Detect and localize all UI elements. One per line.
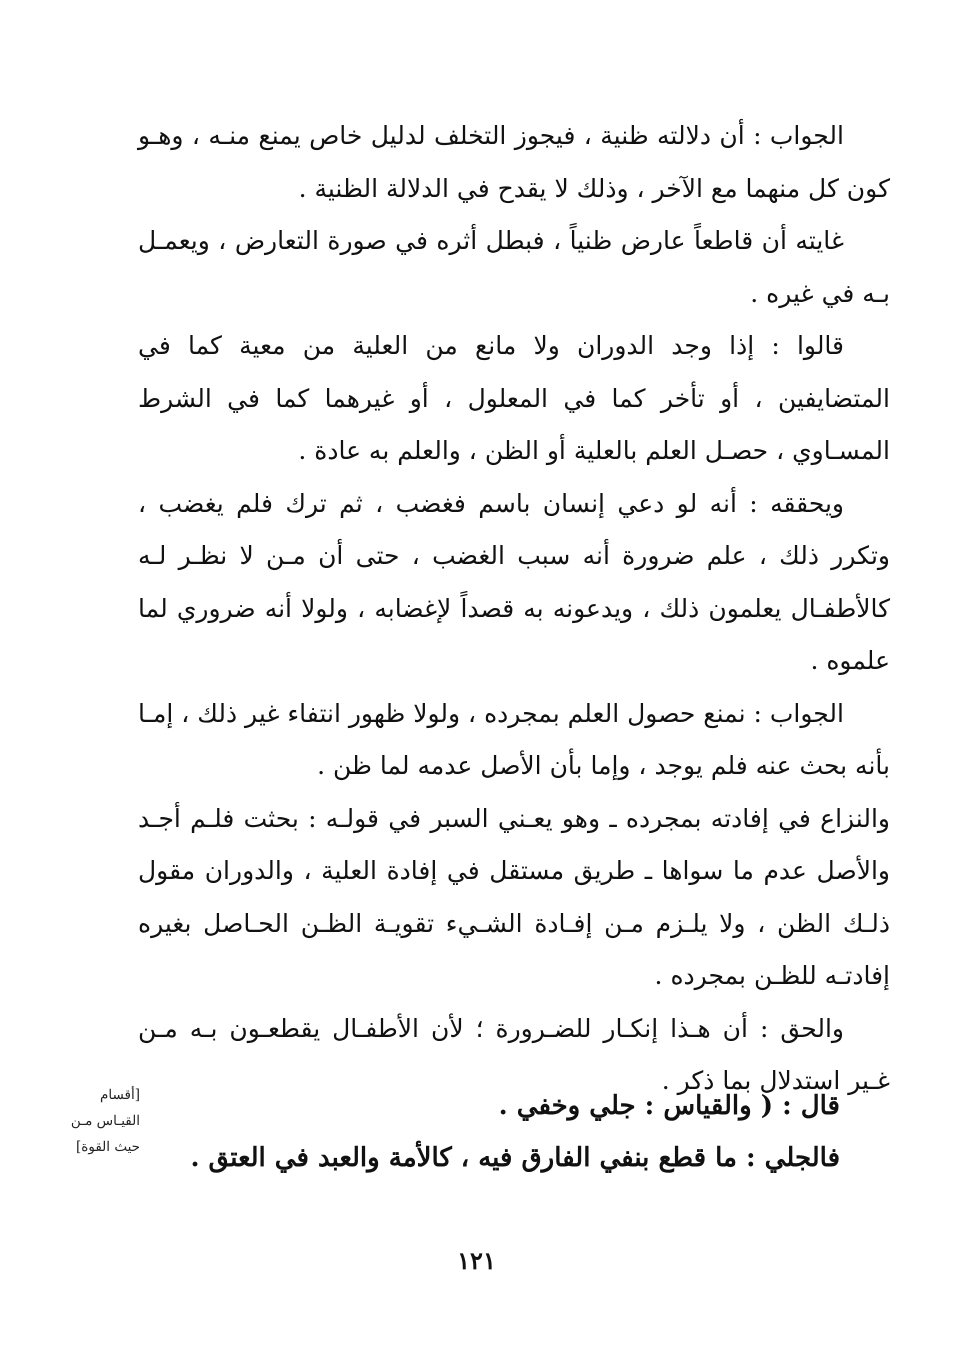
margin-note-line-2: القيـاس مـن: [70, 1113, 140, 1129]
bold-quotation: [180, 1080, 840, 1184]
margin-note-line-3: حيث القوة]: [76, 1139, 140, 1155]
paragraph-answer-2: الجواب : نمنع حصول العلم بمجرده ، ولولا ظهور انتفاء غير ذلك ، إمـا بأنه بحث عنه فلم يوجد ، وإما بأن الأصل عدمه لما ظن .: [138, 698, 890, 780]
quote-line-1: قال : ( والقياس : جلي وخفي .: [498, 1091, 840, 1121]
paragraph-answer-1: الجواب : أن دلالته ظنية ، فيجوز التخلف لدليل خاص يمنع منـه ، وهـو كون كل منهما مع الآخر ، وذلك لا يقدح في الدلالة الظنية .: [138, 121, 890, 203]
paragraph-dispute: والنزاع في إفادته بمجرده ـ وهو يعـني السبر في قولـه : بحثت فلـم أجـد والأصل عدم ما سواها ـ طريق مستقل في إفادة العلية ، والدوران مقول ذلـك الظن ، ولا يلـزم مـن إفـادة الشـيء تقويـة الظـن الحـاصل بغيره إفادتـه للظـن بمجرده .: [138, 803, 890, 990]
paragraph-ultimate: غايته أن قاطعاً عارض ظنياً ، فبطل أثره في صورة التعارض ، ويعمـل بـه في غيره .: [138, 226, 890, 308]
page-number: ١٢١: [457, 1246, 496, 1275]
quote-line-2: فالجلي : ما قطع بنفي الفارق فيه ، كالأمة والعبد في العتق .: [190, 1143, 840, 1173]
margin-note-line-1: [أقسام: [100, 1087, 140, 1103]
paragraph-verification: ويحققه : أنه لو دعي إنسان باسم فغضب ، ثم ترك فلم يغضب ، وتكرر ذلك ، علم ضرورة أنه سبب الغضب ، حتى أن مـن لا نظـر لـه كالأطفـال يعلمون ذلك ، ويدعونه به قصداً لإغضابه ، ولولا أنه ضروري لما علموه .: [138, 488, 890, 675]
main-text-block: [138, 110, 890, 1108]
paragraph-truth: والحق : أن هـذا إنكـار للضـرورة ؛ لأن الأطفـال يقطعـون بـه مـن غـير استدلال بما ذكر .: [138, 1013, 890, 1095]
paragraph-they-said: قالوا : إذا وجد الدوران ولا مانع من العلية من معية كما في المتضايفين ، أو تأخر كما في المعلول ، أو غيرهما كما في الشرط المسـاوي ، حصـل العلم بالعلية أو الظن ، والعلم به عادة .: [138, 331, 890, 465]
margin-note: [40, 1082, 140, 1160]
